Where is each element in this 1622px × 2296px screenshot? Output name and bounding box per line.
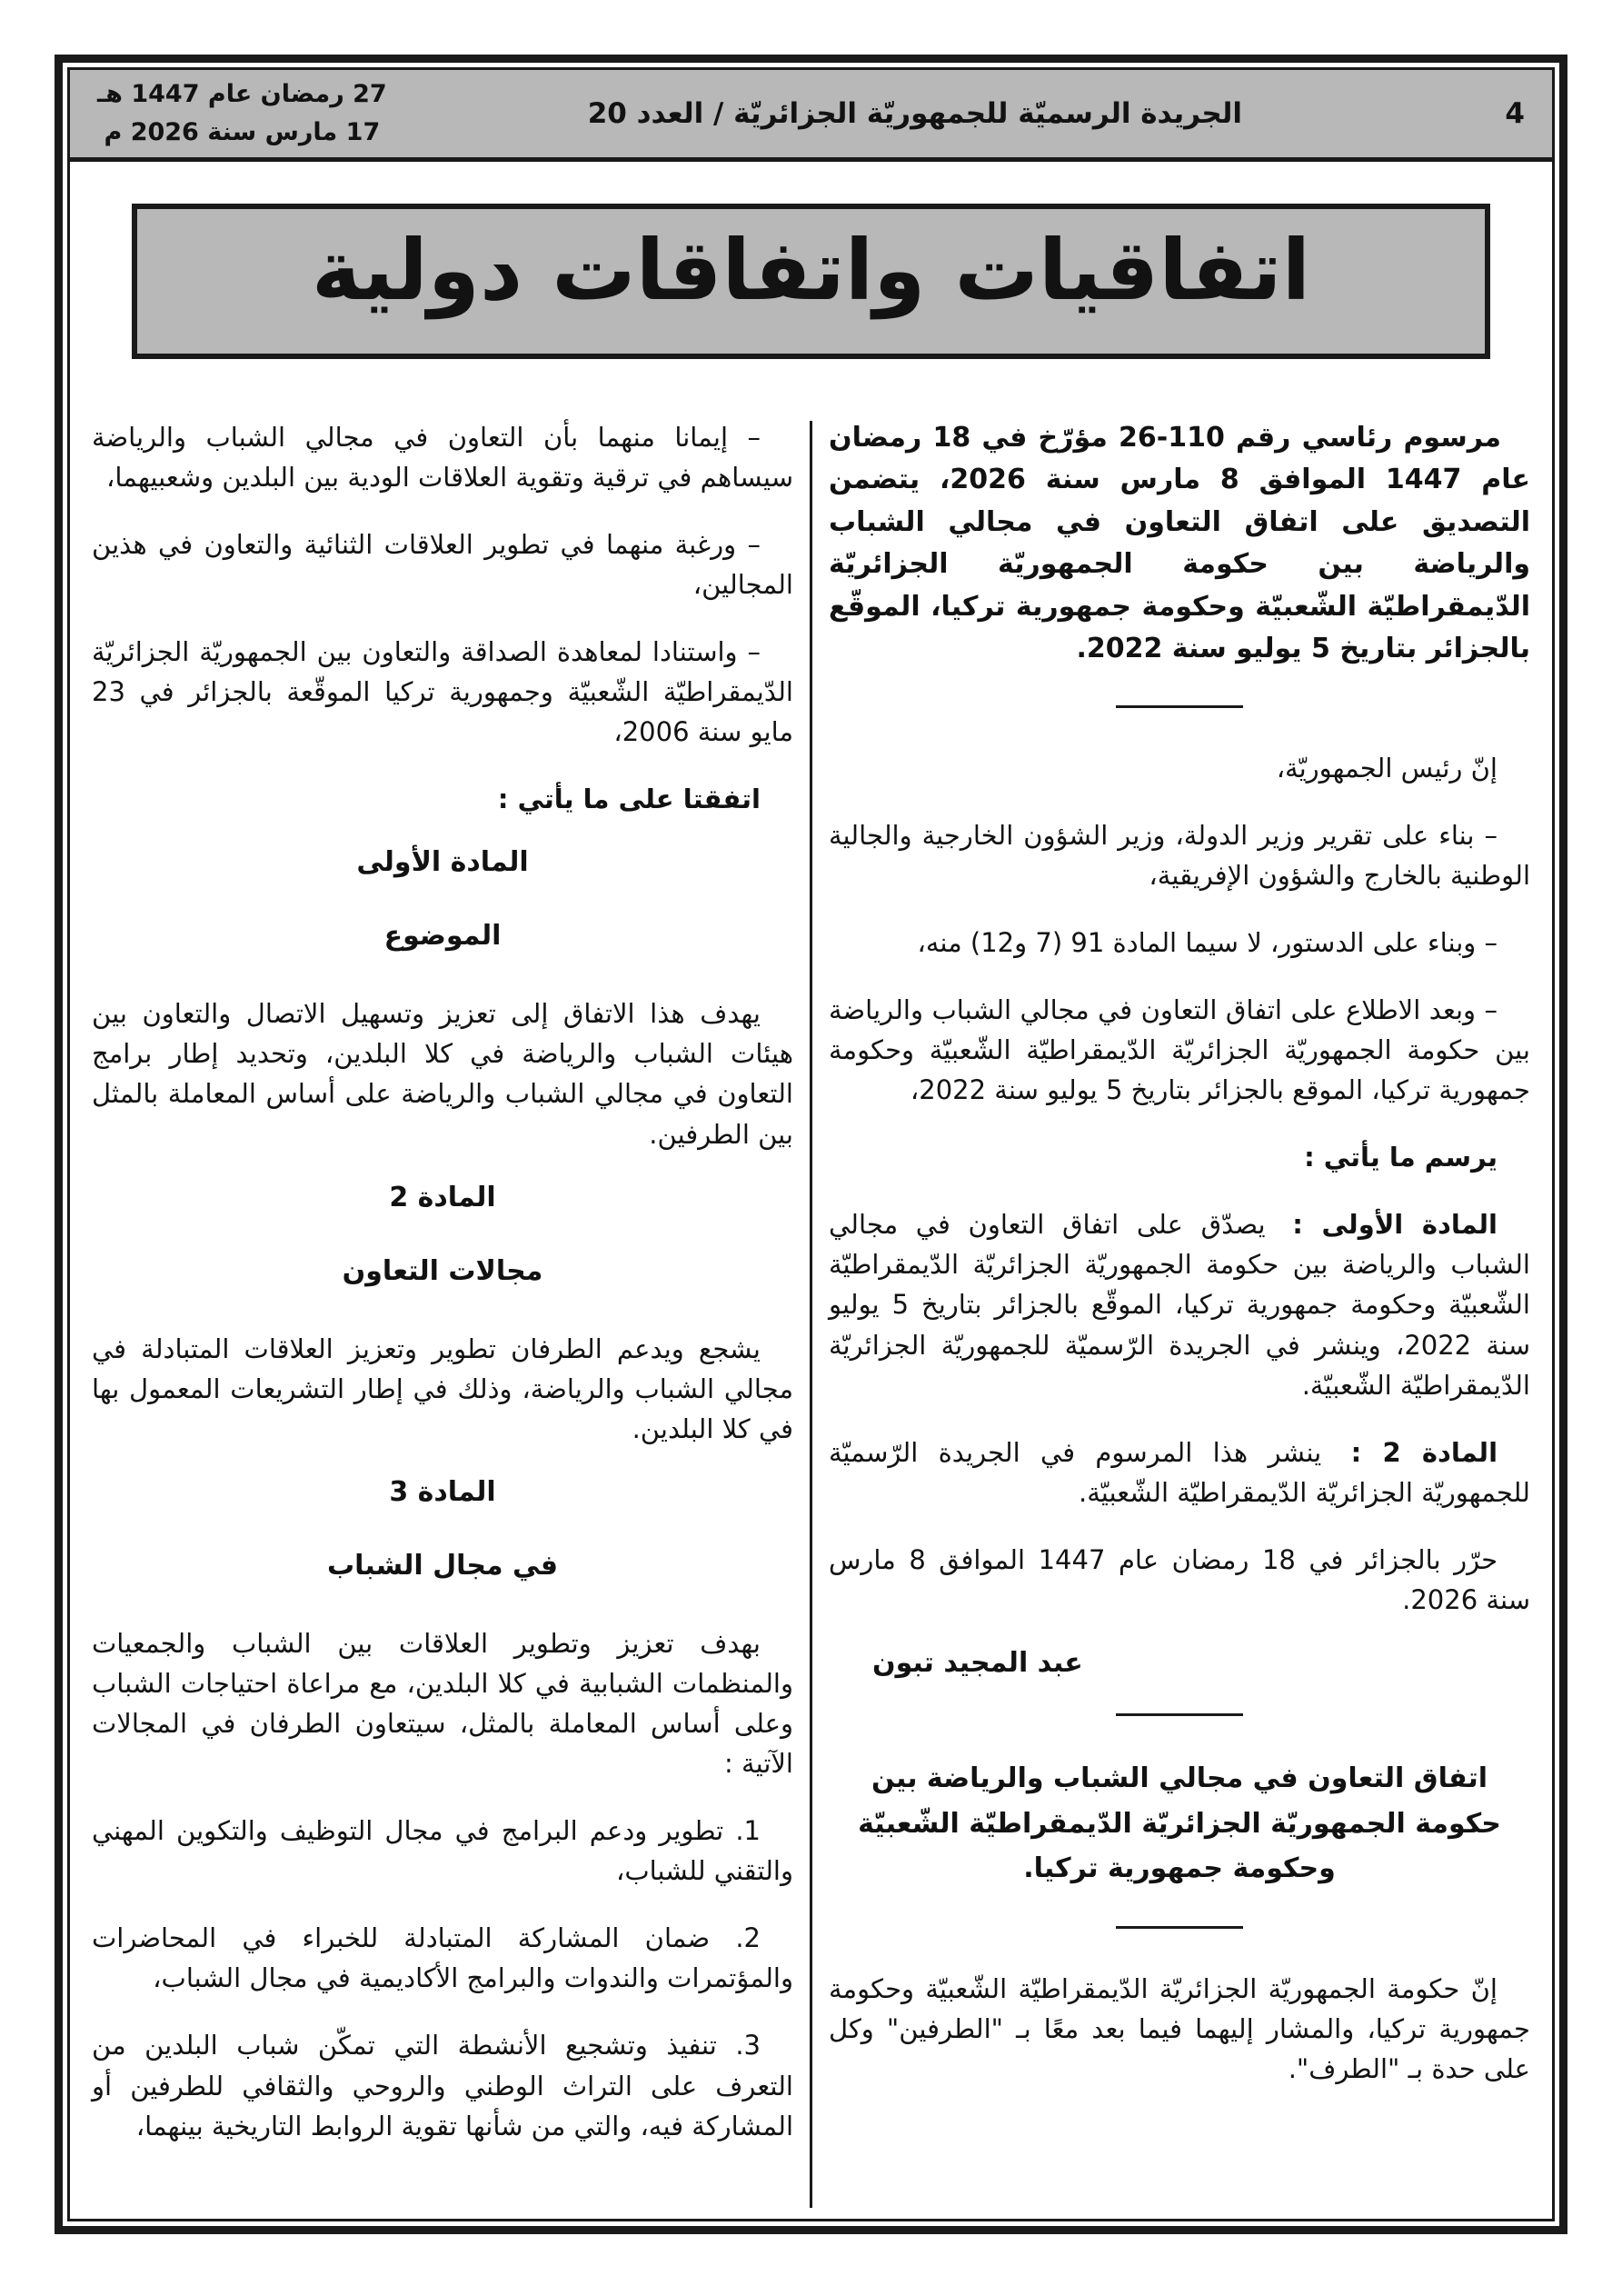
enacting-formula: يرسم ما يأتي : [1304, 1142, 1498, 1173]
article-2-text: ينشر هذا المرسوم في الجريدة الرّسميّة للجمهوريّة الجزائريّة الدّيمقراطيّة الشّعبيّة. [829, 1436, 1530, 1508]
decree-article-2 [829, 1433, 1530, 1512]
article-3-item-3: 3. تنفيذ وتشجيع الأنشطة التي تمكّن شباب البلدين من التعرف على التراث الوطني والروحي والثقافي للطرفين أو المشاركة فيه، والتي من شأنها تقوية الروابط التاريخية بينهما، [92, 2030, 793, 2141]
consideration-item-1: – إيمانا منهما بأن التعاون في مجالي الشباب والرياضة سيساهم في ترقية وتقوية العلاقات الودية بين البلدين وشعبيهما، [92, 421, 793, 493]
president-signature: عبد المجيد تبون [872, 1647, 1083, 1680]
visa-item-2: – وبناء على الدستور، لا سيما المادة 91 (7 و12) منه، [917, 926, 1498, 958]
consideration-item-2: – ورغبة منهما في تطوير العلاقات الثنائية والتعاون في هذين المجالين، [92, 528, 793, 600]
article-3-item-2: 2. ضمان المشاركة المتبادلة للخبراء في المحاضرات والمؤتمرات والندوات والبرامج الأكاديمية في مجال الشباب، [92, 1922, 793, 1994]
agreed-formula: اتفقتا على ما يأتي : [497, 784, 761, 815]
article-2-lead: المادة 2 : [1350, 1436, 1498, 1468]
closing-formula: حرّر بالجزائر في 18 رمضان عام 1447 الموافق 8 مارس سنة 2026. [829, 1543, 1530, 1615]
article-3-intro: بهدف تعزيز وتطوير العلاقات بين الشباب والجمعيات والمنظمات الشبابية في كلا البلدين، مع مراعاة احتياجات الشباب وعلى أساس المعاملة بالمثل، سيتعاون الطرفان في المجالات الآتية : [92, 1627, 793, 1780]
gregorian-date: 17 مارس سنة 2026 م [104, 117, 381, 146]
visa-item-1: – بناء على تقرير وزير الدولة، وزير الشؤون الخارجية والجالية الوطنية بالخارج والشؤون الإفريقية، [829, 819, 1530, 891]
agreement-title: اتفاق التعاون في مجالي الشباب والرياضة بين حكومة الجمهوريّة الجزائريّة الدّيمقراطيّة الشّعبيّة وحكومة جمهورية تركيا. [858, 1762, 1501, 1885]
article-3-subject-heading: في مجال الشباب [326, 1549, 559, 1582]
page-frame [55, 55, 1567, 2234]
header-dates [97, 75, 387, 152]
content-columns [70, 383, 1552, 2219]
article-1-number-heading: المادة الأولى [356, 846, 529, 879]
section-separator [1116, 705, 1243, 708]
article-1-lead: المادة الأولى : [1292, 1209, 1498, 1241]
page-frame-inner [67, 67, 1555, 2221]
decree-title: مرسوم رئاسي رقم 110-26 مؤرّخ في 18 رمضان عام 1447 الموافق 8 مارس سنة 2026، يتضمن التصديق على اتفاق التعاون في مجالي الشباب والرياضة بين حكومة الجمهوريّة الجزائريّة الدّيمقراطيّة الشّعبيّة وحكومة جمهورية تركيا، الموقّع بالجزائر بتاريخ 5 يوليو سنة 2022. [829, 421, 1530, 665]
article-3-number-heading: المادة 3 [389, 1475, 496, 1508]
journal-title: الجريدة الرسميّة للجمهوريّة الجزائريّة / العدد 20 [587, 96, 1242, 130]
article-1-text: يصدّق على اتفاق التعاون في مجالي الشباب والرياضة بين حكومة الجمهوريّة الجزائريّة الدّيمقراطيّة الشّعبيّة وحكومة جمهورية تركيا، الموقّع بالجزائر بتاريخ 5 يوليو سنة 2022، وينشر في الجريدة الرّسميّة للجمهوريّة الجزائريّة الدّيمقراطيّة الشّعبيّة. [829, 1209, 1530, 1401]
column-divider [810, 421, 812, 2208]
section-banner-area [70, 162, 1552, 383]
article-2-body: يشجع ويدعم الطرفان تطوير وتعزيز العلاقات المتبادلة في مجالي الشباب والرياضة، وذلك في إطار التشريعات المعمول بها في كلا البلدين. [92, 1333, 793, 1444]
agreement-column [92, 417, 793, 2208]
section-separator [1116, 1713, 1243, 1716]
section-separator [1116, 1926, 1243, 1929]
article-2-subject-heading: مجالات التعاون [342, 1254, 543, 1287]
journal-header [70, 70, 1552, 162]
decree-preamble: إنّ رئيس الجمهوريّة، [1276, 752, 1498, 784]
decree-column [829, 417, 1530, 2208]
section-banner-title: اتفاقيات واتفاقات دولية [311, 221, 1311, 319]
article-3-item-1: 1. تطوير ودعم البرامج في مجال التوظيف والتكوين المهني والتقني للشباب، [92, 1815, 793, 1887]
article-1-subject-heading: الموضوع [383, 920, 502, 953]
agreement-parties: إنّ حكومة الجمهوريّة الجزائريّة الدّيمقراطيّة الشّعبيّة وحكومة جمهورية تركيا، والمشار إليهما فيما بعد معًا بـ "الطرفين" وكل على حدة بـ "الطرف". [829, 1972, 1530, 2084]
consideration-item-3: – واستنادا لمعاهدة الصداقة والتعاون بين الجمهوريّة الجزائريّة الدّيمقراطيّة الشّعبيّة وجمهورية تركيا الموقّعة بالجزائر في 23 مايو سنة 2006، [92, 636, 793, 748]
hijri-date: 27 رمضان عام 1447 هـ [97, 80, 387, 108]
page-number: 4 [1505, 96, 1525, 130]
visa-item-3: – وبعد الاطلاع على اتفاق التعاون في مجالي الشباب والرياضة بين حكومة الجمهوريّة الجزائريّة الدّيمقراطيّة الشّعبيّة وحكومة جمهورية تركيا، الموقع بالجزائر بتاريخ 5 يوليو سنة 2022، [829, 994, 1530, 1106]
article-2-number-heading: المادة 2 [389, 1181, 496, 1213]
decree-article-1 [829, 1204, 1530, 1404]
article-1-body: يهدف هذا الاتفاق إلى تعزيز وتسهيل الاتصال والتعاون بين هيئات الشباب والرياضة في كلا البلدين، وتحديد إطار برامج التعاون في مجالي الشباب والرياضة على أساس المعاملة بالمثل بين الطرفين. [92, 998, 793, 1150]
section-banner [132, 204, 1490, 359]
